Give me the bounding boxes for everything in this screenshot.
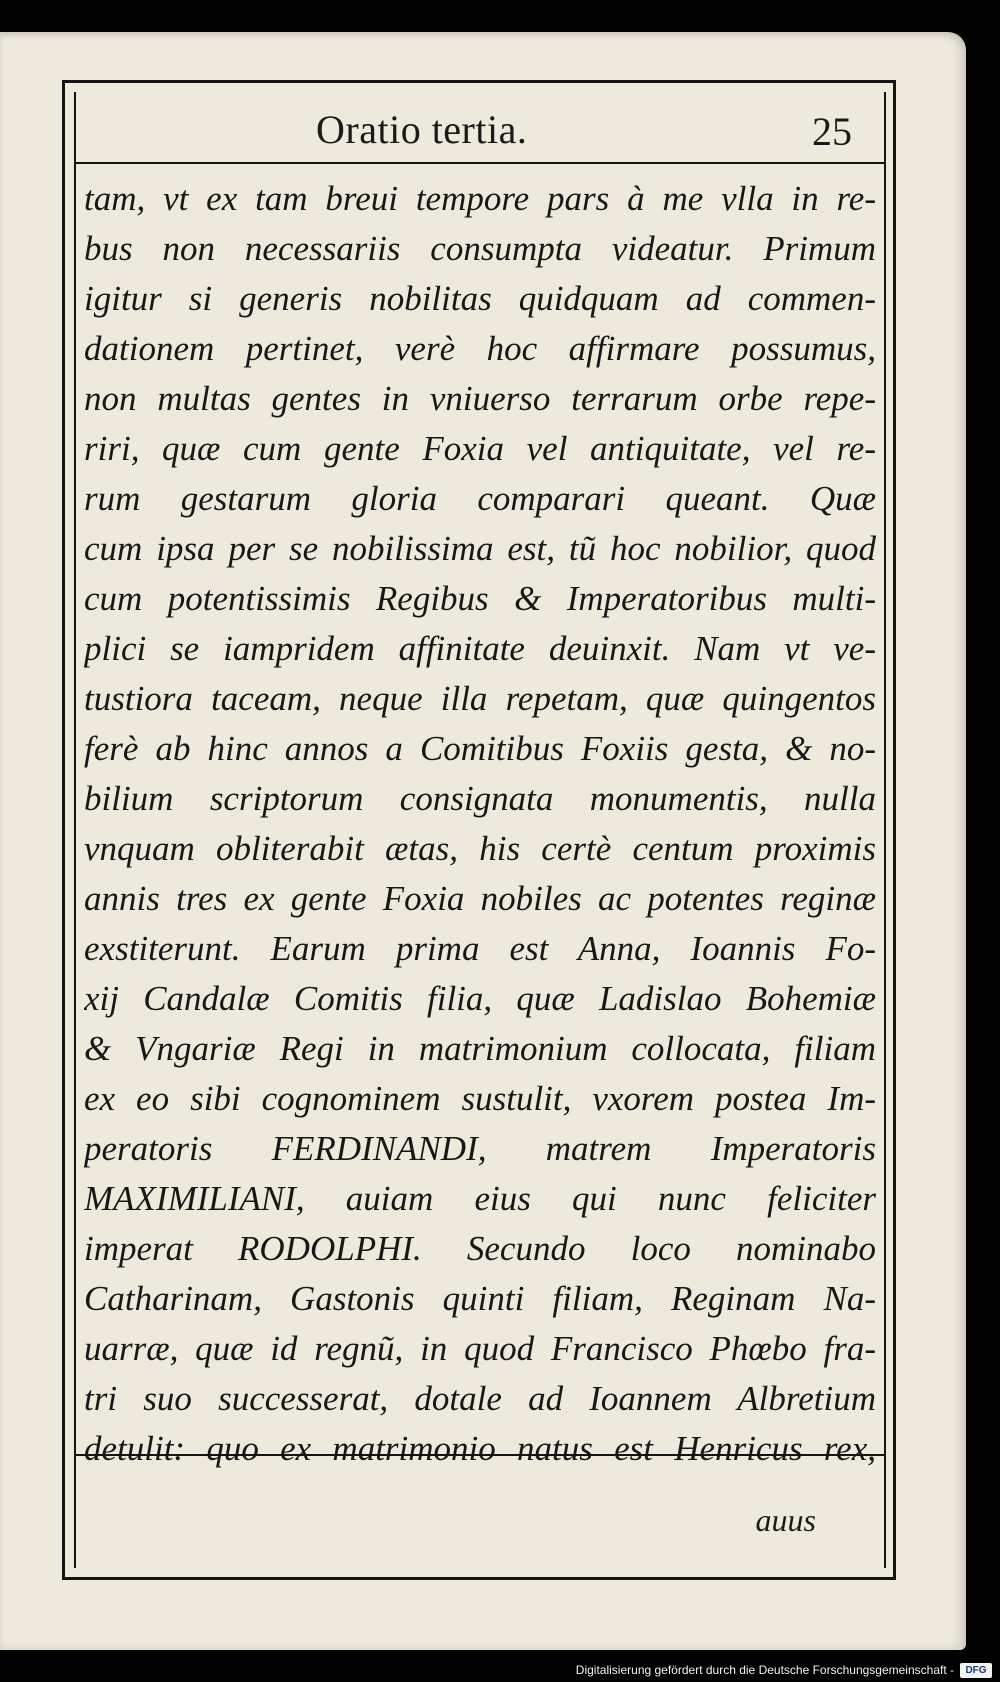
- body-text: [84, 174, 876, 1474]
- text-line: non multas gentes in vniuerso terrarum orbe repe-: [84, 379, 876, 418]
- text-line: rum gestarum gloria comparari queant. Quæ: [84, 479, 876, 518]
- text-line: peratoris FERDINANDI, matrem Imperatoris: [84, 1129, 876, 1168]
- text-line: vnquam obliterabit ætas, his certè centum proximis: [84, 829, 876, 868]
- text-line: uarræ, quæ id regnũ, in quod Francisco Phœbo fra-: [84, 1329, 876, 1368]
- text-line: tustiora taceam, neque illa repetam, quæ quingentos: [84, 679, 876, 718]
- dfg-logo: DFG: [960, 1663, 992, 1678]
- text-line: exstiterunt. Earum prima est Anna, Ioannis Fo-: [84, 929, 876, 968]
- text-line: cum ipsa per se nobilissima est, tũ hoc nobilior, quod: [84, 529, 876, 568]
- text-line: xij Candalæ Comitis filia, quæ Ladislao Bohemiæ: [84, 979, 876, 1018]
- book-page: [0, 32, 966, 1650]
- text-line: Catharinam, Gastonis quinti filiam, Reginam Na-: [84, 1279, 876, 1318]
- text-line: ex eo sibi cognominem sustulit, vxorem postea Im-: [84, 1079, 876, 1118]
- text-line: bilium scriptorum consignata monumentis, nulla: [84, 779, 876, 818]
- page-number: 25: [812, 109, 852, 154]
- text-line: cum potentissimis Regibus & Imperatoribus multi-: [84, 579, 876, 618]
- text-line: plici se iampridem affinitate deuinxit. Nam vt ve-: [84, 629, 876, 668]
- digitization-note: Digitalisierung gefördert durch die Deutsche Forschungsgemeinschaft -: [575, 1663, 954, 1677]
- text-line: tri suo successerat, dotale ad Ioannem Albretium: [84, 1379, 876, 1418]
- text-line: tam, vt ex tam breui tempore pars à me vlla in re-: [84, 179, 876, 218]
- catchword: auus: [755, 1502, 816, 1538]
- text-line: annis tres ex gente Foxia nobiles ac potentes reginæ: [84, 879, 876, 918]
- text-line: imperat RODOLPHI. Secundo loco nominabo: [84, 1229, 876, 1268]
- text-line: detulit: quo ex matrimonio natus est Henricus rex,: [84, 1429, 876, 1468]
- text-line: ferè ab hinc annos a Comitibus Foxiis gesta, & no-: [84, 729, 876, 768]
- text-line: MAXIMILIANI, auiam eius qui nunc feliciter: [84, 1179, 876, 1218]
- text-line: bus non necessariis consumpta videatur. Primum: [84, 229, 876, 268]
- header-rule: [76, 162, 886, 164]
- text-line: & Vngariæ Regi in matrimonium collocata, filiam: [84, 1029, 876, 1068]
- running-title: Oratio tertia.: [316, 107, 528, 152]
- text-line: dationem pertinet, verè hoc affirmare possumus,: [84, 329, 876, 368]
- footer-rule: [76, 1454, 886, 1456]
- text-line: igitur si generis nobilitas quidquam ad commen-: [84, 279, 876, 318]
- text-line: riri, quæ cum gente Foxia vel antiquitate, vel re-: [84, 429, 876, 468]
